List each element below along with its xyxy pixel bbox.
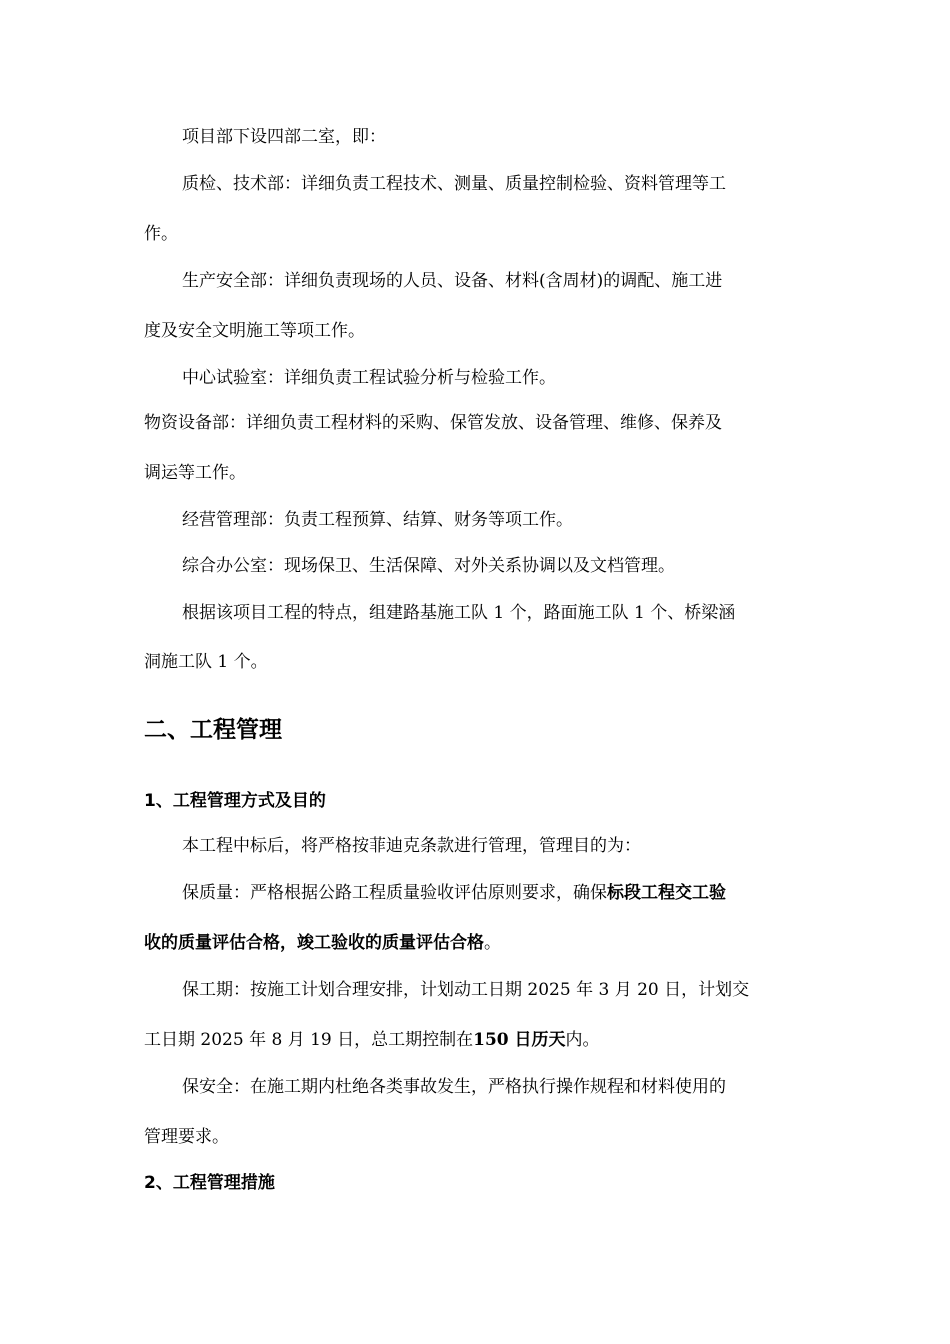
paragraph-quality-line2 (144, 932, 501, 954)
paragraph-qc-line2: 作。 (144, 224, 178, 244)
schedule-text: 工日期 2025 年 8 月 19 日，总工期控制在 (144, 1030, 474, 1050)
paragraph-materials-line2: 调运等工作。 (144, 463, 246, 483)
paragraph-schedule-line1: 保工期：按施工计划合理安排，计划动工日期 2025 年 3 月 20 日，计划交 (182, 980, 750, 1000)
paragraph-safety-line1: 保安全：在施工期内杜绝各类事故发生，严格执行操作规程和材料使用的 (182, 1077, 726, 1097)
paragraph-schedule-line2 (144, 1029, 600, 1051)
paragraph-safety-line2: 管理要求。 (144, 1127, 229, 1147)
paragraph-operations: 经营管理部：负责工程预算、结算、财务等项工作。 (182, 510, 573, 530)
paragraph-production-line2: 度及安全文明施工等项工作。 (144, 321, 365, 341)
quality-text: 保质量：严格根据公路工程质量验收评估原则要求，确保 (182, 883, 607, 903)
quality-emphasis: 标段工程交工验 (607, 883, 726, 903)
subheading-management-method: 1、工程管理方式及目的 (144, 791, 326, 811)
paragraph-management-goal: 本工程中标后，将严格按菲迪克条款进行管理，管理目的为： (182, 836, 641, 856)
paragraph-teams-line1: 根据该项目工程的特点，组建路基施工队 1 个，路面施工队 1 个、桥梁涵 (182, 603, 736, 623)
quality-end: 。 (484, 933, 501, 953)
paragraph-teams-line2: 洞施工队 1 个。 (144, 652, 268, 672)
paragraph-materials-line1: 物资设备部：详细负责工程材料的采购、保管发放、设备管理、维修、保养及 (144, 413, 722, 433)
schedule-end: 内。 (565, 1030, 600, 1050)
quality-emphasis-cont: 收的质量评估合格，竣工验收的质量评估合格 (144, 933, 484, 953)
paragraph-lab: 中心试验室：详细负责工程试验分析与检验工作。 (182, 368, 556, 388)
paragraph-production-line1: 生产安全部：详细负责现场的人员、设备、材料(含周材)的调配、施工进 (182, 271, 723, 291)
section-heading: 二、工程管理 (144, 717, 282, 743)
paragraph-qc-line1: 质检、技术部：详细负责工程技术、测量、质量控制检验、资料管理等工 (182, 174, 726, 194)
subheading-management-measures: 2、工程管理措施 (144, 1173, 275, 1193)
schedule-emphasis: 150 日历天 (473, 1030, 566, 1050)
paragraph-intro: 项目部下设四部二室，即： (182, 127, 386, 147)
paragraph-quality-line1 (182, 882, 726, 904)
paragraph-office: 综合办公室：现场保卫、生活保障、对外关系协调以及文档管理。 (182, 556, 675, 576)
